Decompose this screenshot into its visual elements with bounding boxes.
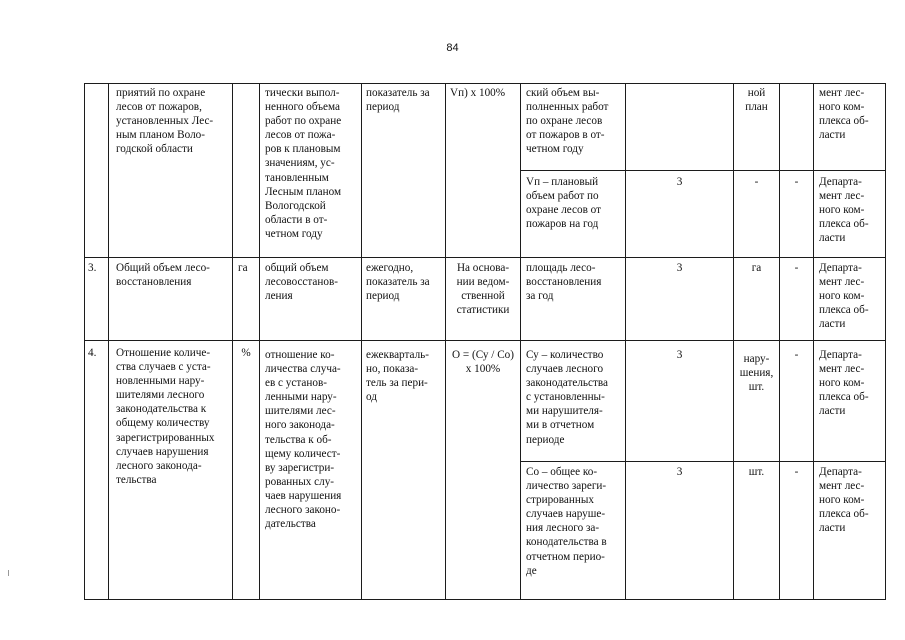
indicator-definition: тически выпол- ненного объема работ по охране лесов от пожа- ров к плановым значениям, ус- тановленным Лесным планом Вологодской области в от- четном году — [265, 87, 342, 240]
scan-mark — [8, 570, 9, 576]
component-description: площадь лесо- восстановления за год — [526, 262, 602, 303]
component-description: Vп – плановый объем работ по охране лесов от пожаров на год — [526, 176, 602, 231]
component-description: Су – количество случаев лесного законодательства с установленны- ми нарушителя- ми в отчетном периоде — [526, 349, 608, 446]
indicator-name: Отношение количе- ства случаев с уста- новленными нару- шителями лесного законодательства к общему количеству зарегистрированных случаев нарушения лесного законода- тельства — [116, 347, 215, 486]
col-divider — [779, 83, 780, 600]
indicator-period: ежегодно, показатель за период — [366, 262, 430, 303]
responsible-department: Департа- мент лес- ного ком- плекса об- ласти — [819, 176, 869, 245]
unit-of-measure: % — [241, 347, 251, 359]
indicator-definition: общий объем лесовосстанов- ления — [265, 262, 338, 303]
responsible-department: Департа- мент лес- ного ком- плекса об- ласти — [819, 262, 869, 331]
indicator-formula: На основа- нии ведом- ственной статистики — [456, 262, 510, 317]
col-divider — [84, 83, 85, 600]
row-number: 4. — [88, 347, 97, 359]
col-divider — [445, 83, 446, 600]
indicator-formula: Vп) х 100% — [450, 87, 506, 99]
component-description: Со – общее ко- личество зареги- стрированных случаев наруше- ния лесного за- конодательства в отчетном перио- де — [526, 466, 607, 577]
unit-of-measure: га — [751, 262, 762, 274]
col-divider — [232, 83, 233, 600]
extra-column: - — [794, 466, 799, 478]
row-divider — [84, 340, 885, 341]
unit-of-measure: шт. — [748, 466, 765, 478]
unit-of-measure: ной план — [745, 87, 768, 114]
row-number: 3. — [88, 262, 97, 274]
col-divider — [361, 83, 362, 600]
table-bottom-border — [84, 599, 885, 600]
component-description: ский объем вы- полненных работ по охране лесов от пожаров в от- четном году — [526, 87, 609, 156]
page-number: 84 — [446, 42, 459, 54]
indicator-name: приятий по охране лесов от пожаров, установленных Лес- ным планом Воло- годской области — [116, 87, 214, 156]
unit-of-measure: - — [754, 176, 759, 188]
row-divider — [520, 170, 885, 171]
col-divider — [520, 83, 521, 600]
col-divider — [625, 83, 626, 600]
indicator-period: показатель за период — [366, 87, 430, 114]
extra-column: - — [794, 349, 799, 361]
source-code: 3 — [676, 176, 683, 188]
source-code: 3 — [676, 466, 683, 478]
source-code: 3 — [676, 349, 683, 361]
indicator-name: Общий объем лесо- восстановления — [116, 262, 210, 289]
col-divider — [108, 83, 109, 600]
indicator-definition: отношение ко- личества случа- ев с установ- ленными нару- шителями лес- ного законода- тельства к об- щему количест- ву зарегистри- рованных слу- чаев нарушения лесного законо- дательства — [265, 349, 342, 531]
table-top-border — [84, 83, 885, 84]
col-divider — [813, 83, 814, 600]
indicator-period: ежекварталь- но, показа- тель за пери- од — [366, 349, 429, 404]
row-divider — [520, 461, 885, 462]
indicator-formula: О = (Су / Со) х 100% — [452, 349, 514, 376]
extra-column: - — [794, 176, 799, 188]
unit-of-measure: нару- шения, шт. — [739, 353, 774, 394]
unit-of-measure: га — [238, 262, 248, 274]
responsible-department: Департа- мент лес- ного ком- плекса об- ласти — [819, 349, 869, 418]
col-divider — [259, 83, 260, 600]
responsible-department: мент лес- ного ком- плекса об- ласти — [819, 87, 869, 142]
col-divider — [733, 83, 734, 600]
extra-column: - — [794, 262, 799, 274]
responsible-department: Департа- мент лес- ного ком- плекса об- ласти — [819, 466, 869, 535]
source-code: 3 — [676, 262, 683, 274]
row-divider — [84, 257, 885, 258]
table-right-border — [885, 83, 886, 600]
